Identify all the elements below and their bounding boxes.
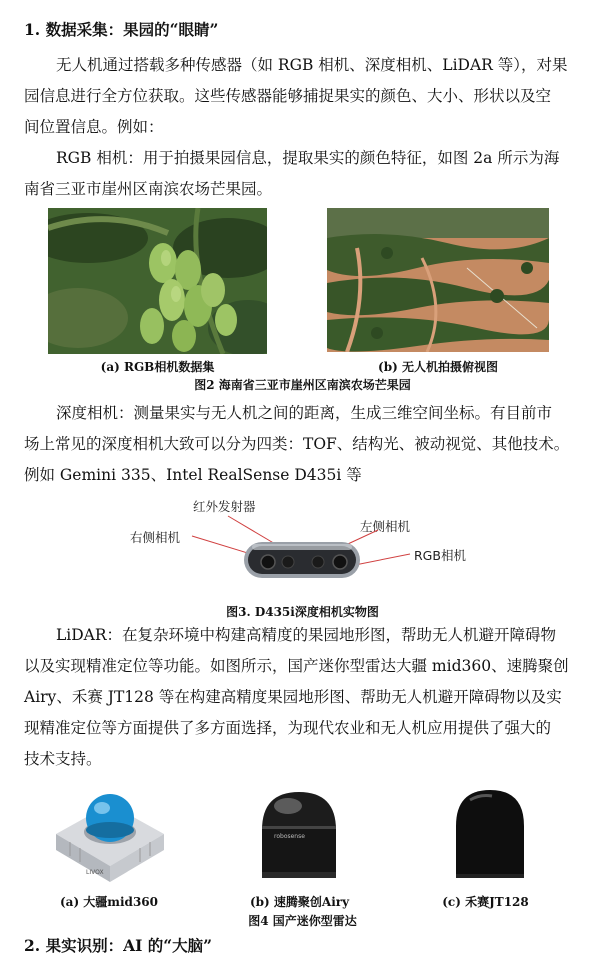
- paragraph-line: 无人机通过搭载多种传感器（如 RGB 相机、深度相机、LiDAR 等），对果: [56, 56, 568, 74]
- paragraph-line: 技术支持。: [24, 750, 102, 768]
- figure3-caption: 图3. D435i深度相机实物图: [226, 605, 379, 619]
- paragraph-line: 以及实现精准定位等功能。如图所示，国产迷你型雷达大疆 mid360、速腾聚创: [24, 657, 569, 675]
- orchard-aerial-photo: [327, 208, 549, 352]
- section-heading: 1. 数据采集：果园的“眼睛”: [24, 20, 219, 39]
- d435i-camera: [244, 542, 360, 578]
- paragraph-line: 南省三亚市崖州区南滨农场芒果园。: [24, 180, 273, 198]
- figure4a-caption: (a) 大疆mid360: [59, 895, 158, 909]
- paragraph-line: 场上常见的深度相机大致可以分为四类：TOF、结构光、被动视觉、其他技术。: [24, 435, 570, 453]
- label-ir-emitter: 红外发射器: [193, 499, 256, 514]
- figure4-caption: 图4 国产迷你型雷达: [248, 914, 357, 928]
- figure4c-caption: (c) 禾赛JT128: [442, 895, 529, 909]
- robosense-brand-text: robosense: [274, 833, 305, 840]
- mango-photo: [48, 208, 267, 354]
- paragraph-line: 现精准定位等方面提供了多方面选择，为现代农业和无人机应用提供了强大的: [24, 719, 552, 737]
- livox-brand-text: LIVOX: [86, 869, 104, 876]
- depth-camera-diagram: [0, 500, 605, 600]
- paragraph-line: 例如 Gemini 335、Intel RealSense D435i 等: [24, 466, 362, 484]
- paragraph-line: LiDAR：在复杂环境中构建高精度的果园地形图，帮助无人机避开障碍物: [56, 626, 557, 644]
- next-section-heading: 2. 果实识别：AI 的“大脑”: [24, 936, 213, 955]
- livox-mid360-image: [50, 782, 170, 886]
- label-rgb-camera: RGB相机: [414, 548, 466, 563]
- paragraph-line: RGB 相机：用于拍摄果园信息，提取果实的颜色特征，如图 2a 所示为海: [56, 149, 560, 167]
- figure2-caption: 图2 海南省三亚市崖州区南滨农场芒果园: [194, 378, 411, 392]
- label-left-camera: 左侧相机: [360, 519, 411, 534]
- paragraph-line: 间位置信息。例如：: [24, 118, 164, 136]
- paragraph-line: 园信息进行全方位获取。这些传感器能够捕捉果实的颜色、大小、形状以及空: [24, 87, 552, 105]
- label-right-camera: 右侧相机: [130, 530, 181, 545]
- paragraph-line: 深度相机：测量果实与无人机之间的距离，生成三维空间坐标。有目前市: [56, 404, 553, 422]
- figure2b-caption: (b) 无人机拍摄俯视图: [378, 360, 498, 374]
- hesai-jt128-image: [452, 786, 528, 886]
- figure4b-caption: (b) 速腾聚创Airy: [249, 895, 350, 909]
- robosense-airy-image: [254, 786, 344, 886]
- paragraph-line: Airy、禾赛 JT128 等在构建高精度果园地形图、帮助无人机避开障碍物以及实: [24, 688, 562, 706]
- figure2a-caption: (a) RGB相机数据集: [100, 360, 215, 374]
